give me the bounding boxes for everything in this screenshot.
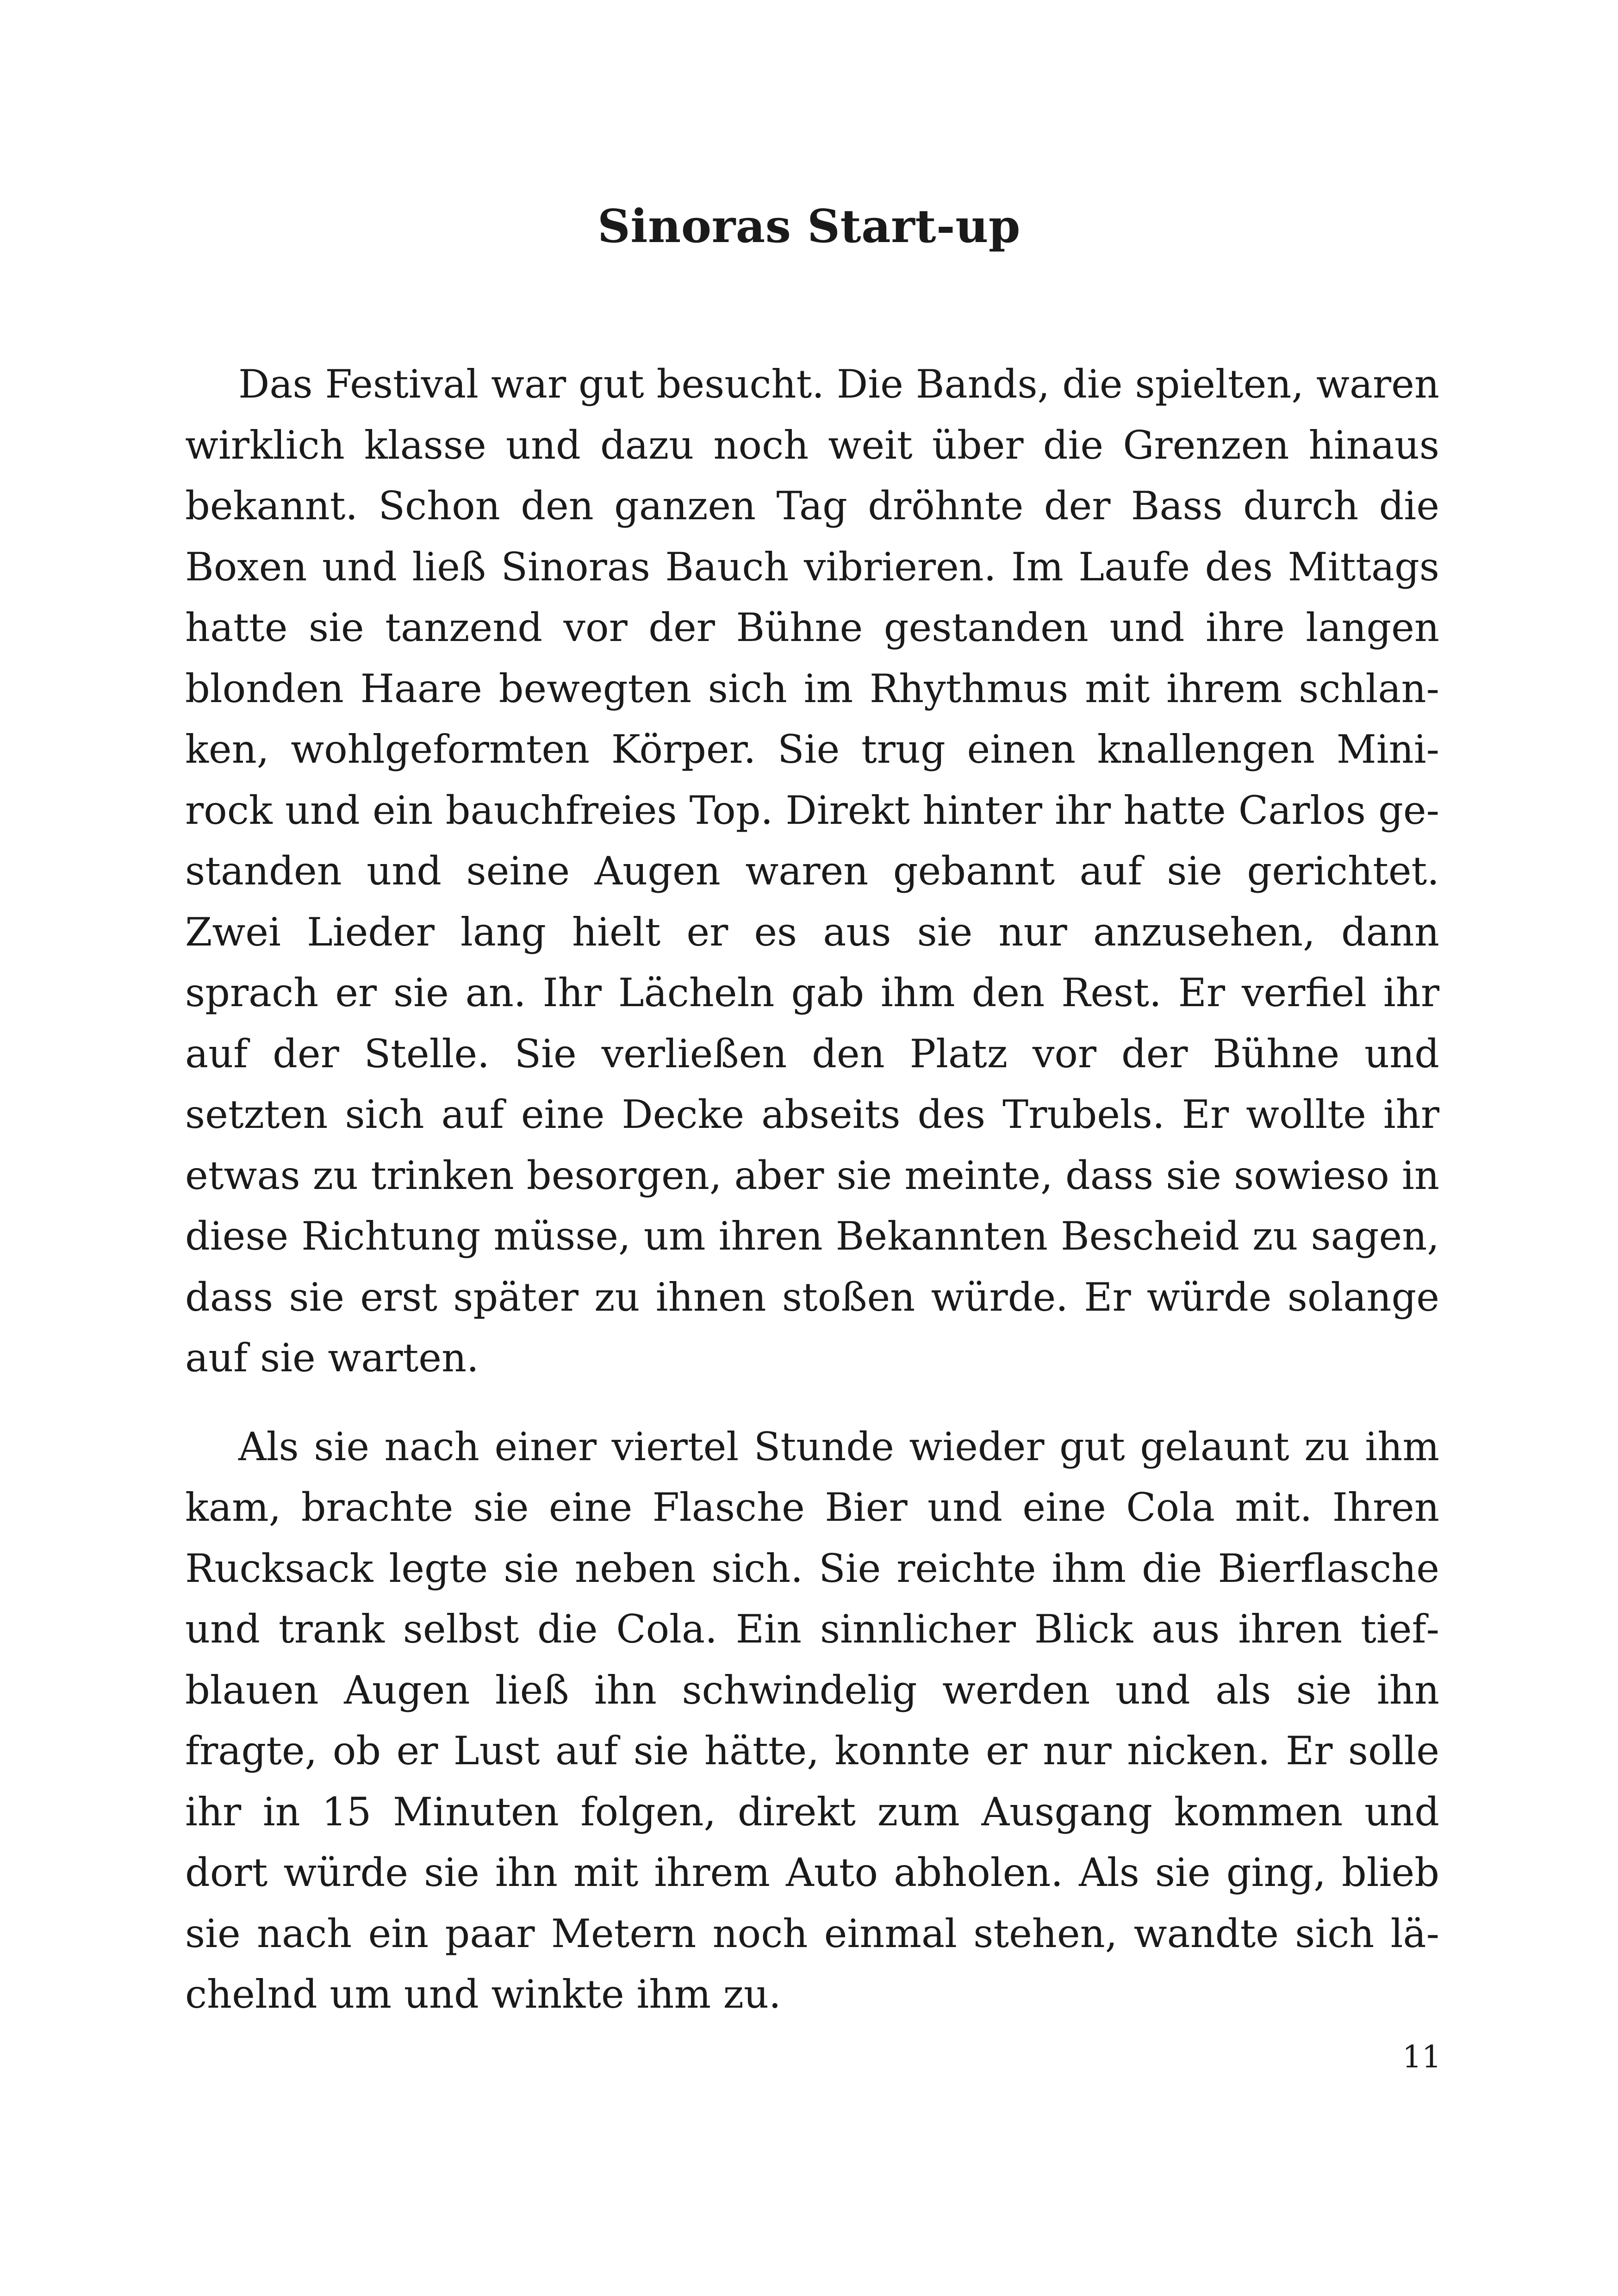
paragraph-1: Das Festival war gut besucht. Die Bands, die spielten, waren wirklich klasse und dazu noch weit über die Grenzen hinaus bekannt. Schon den ganzen Tag dröhnte der Bass durch die Boxen und ließ Sinoras Bauch vibrieren. Im Laufe des Mittags hatte sie tanzend vor der Bühne gestanden und ihre langen blonden Haare bewegten sich im Rhythmus mit ihrem schlanken, wohlgeformten Körper. Sie trug einen knallengen Minirock und ein bauchfreies Top. Direkt hinter ihr hatte Carlos gestanden und seine Augen waren gebannt auf sie gerichtet. Zwei Lieder lang hielt er es aus sie nur anzusehen, dann sprach er sie an. Ihr Lächeln gab ihm den Rest. Er verfiel ihr auf der Stelle. Sie verließen den Platz vor der Bühne und setzten sich auf eine Decke abseits des Trubels. Er wollte ihr etwas zu trinken besorgen, aber sie meinte, dass sie sowieso in diese Richtung müsse, um ihren Bekannten Bescheid zu sagen, dass sie erst später zu ihnen stoßen würde. Er würde solange auf sie warten.	[185, 361, 1439, 1381]
page-number: 11	[1402, 2039, 1441, 2075]
chapter-title: Sinoras Start-up	[597, 200, 1021, 253]
paragraph-2: Als sie nach einer viertel Stunde wieder gut gelaunt zu ihm kam, brachte sie eine Flasche Bier und eine Cola mit. Ihren Rucksack legte sie neben sich. Sie reichte ihm die Bierflasche und trank selbst die Cola. Ein sinnlicher Blick aus ihren tiefblauen Augen ließ ihn schwindelig werden und als sie ihn fragte, ob er Lust auf sie hätte, konnte er nur nicken. Er solle ihr in 15 Minuten folgen, direkt zum Ausgang kommen und dort würde sie ihn mit ihrem Auto abholen. Als sie ging, blieb sie nach ein paar Metern noch einmal stehen, wandte sich lächelnd um und winkte ihm zu.	[185, 1424, 1439, 2017]
chapter-body	[185, 354, 1439, 2025]
